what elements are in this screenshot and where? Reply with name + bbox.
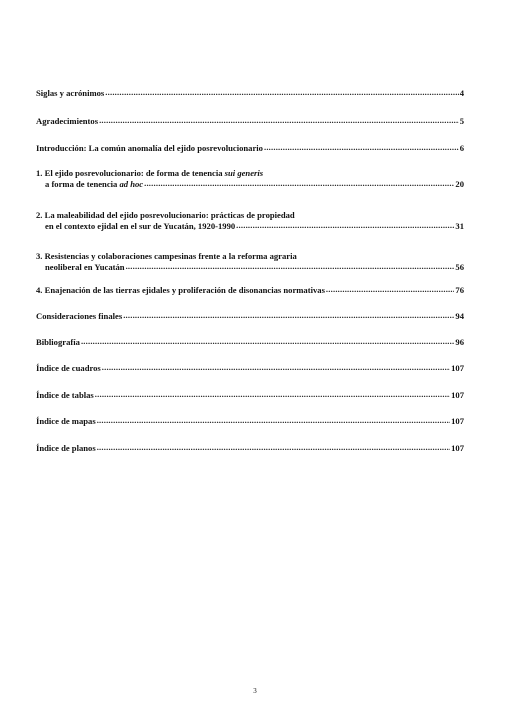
toc-entry-indice-mapas[interactable] <box>36 416 464 427</box>
toc-entry-title-line-2: en el contexto ejidal en el sur de Yucatán, 1920-1990 <box>45 221 236 231</box>
toc-entry-title: Bibliografía <box>36 337 80 347</box>
dot-leader <box>95 389 450 400</box>
toc-entry-capitulo-1[interactable] <box>36 168 464 190</box>
dot-leader <box>326 284 454 295</box>
toc-entry-page: 94 <box>455 311 464 321</box>
toc-entry-title-line-1: 3. Resistencias y colaboraciones campesinas frente a la reforma agraria <box>36 251 297 261</box>
dot-leader <box>102 362 450 373</box>
toc-entry-agradecimientos[interactable] <box>36 116 464 127</box>
toc-entry-indice-planos[interactable] <box>36 443 464 454</box>
toc-entry-capitulo-4[interactable] <box>36 285 464 296</box>
dot-leader <box>97 415 450 426</box>
toc-entry-page: 107 <box>451 390 464 400</box>
dot-leader <box>105 87 458 98</box>
toc-entry-page: 56 <box>455 262 464 272</box>
toc-entry-title: Índice de tablas <box>36 390 94 400</box>
toc-entry-title: 4. Enajenación de las tierras ejidales y proliferación de disonancias normativas <box>36 285 325 295</box>
toc-entry-page: 107 <box>451 363 464 373</box>
dot-leader <box>144 178 454 189</box>
toc-entry-page: 4 <box>459 88 464 98</box>
toc-entry-introduccion[interactable] <box>36 143 464 154</box>
toc-entry-title: Agradecimientos <box>36 116 99 126</box>
dot-leader <box>99 115 459 126</box>
dot-leader <box>126 261 455 272</box>
toc-entry-title: Índice de mapas <box>36 416 96 426</box>
toc-entry-page: 76 <box>455 285 464 295</box>
toc-entry-page: 107 <box>451 443 464 453</box>
toc-entry-title: Índice de cuadros <box>36 363 101 373</box>
toc-entry-title: Siglas y acrónimos <box>36 88 105 98</box>
toc-entry-title: Consideraciones finales <box>36 311 123 321</box>
toc-entry-title-line-2: neoliberal en Yucatán <box>45 262 125 272</box>
toc-entry-siglas[interactable] <box>36 88 464 99</box>
toc-entry-bibliografia[interactable] <box>36 337 464 348</box>
toc-entry-page: 96 <box>455 337 464 347</box>
toc-entry-capitulo-2[interactable] <box>36 210 464 232</box>
toc-entry-capitulo-3[interactable] <box>36 251 464 273</box>
toc-entry-title-line-2: a forma de tenencia ad hoc <box>45 179 144 189</box>
toc-entry-indice-tablas[interactable] <box>36 390 464 401</box>
toc-entry-page: 107 <box>451 416 464 426</box>
italic-term: sui generis <box>224 168 264 178</box>
dot-leader <box>123 310 454 321</box>
italic-term: ad hoc <box>119 179 144 189</box>
dot-leader <box>264 142 459 153</box>
page-number: 3 <box>253 687 257 695</box>
dot-leader <box>236 220 454 231</box>
toc-entry-page: 6 <box>459 143 464 153</box>
toc-entry-page: 31 <box>455 221 464 231</box>
toc-entry-title: Índice de planos <box>36 443 96 453</box>
toc-entry-title-line-1: 1. El ejido posrevolucionario: de forma de tenencia sui generis <box>36 168 264 178</box>
dot-leader <box>81 336 454 347</box>
toc-entry-page: 5 <box>459 116 464 126</box>
toc-entry-indice-cuadros[interactable] <box>36 363 464 374</box>
dot-leader <box>97 442 450 453</box>
toc-entry-title: Introducción: La común anomalía del ejido posrevolucionario <box>36 143 263 153</box>
toc-entry-title-line-1: 2. La maleabilidad del ejido posrevolucionario: prácticas de propiedad <box>36 210 295 220</box>
toc-entry-consideraciones[interactable] <box>36 311 464 322</box>
toc-entry-page: 20 <box>455 179 464 189</box>
